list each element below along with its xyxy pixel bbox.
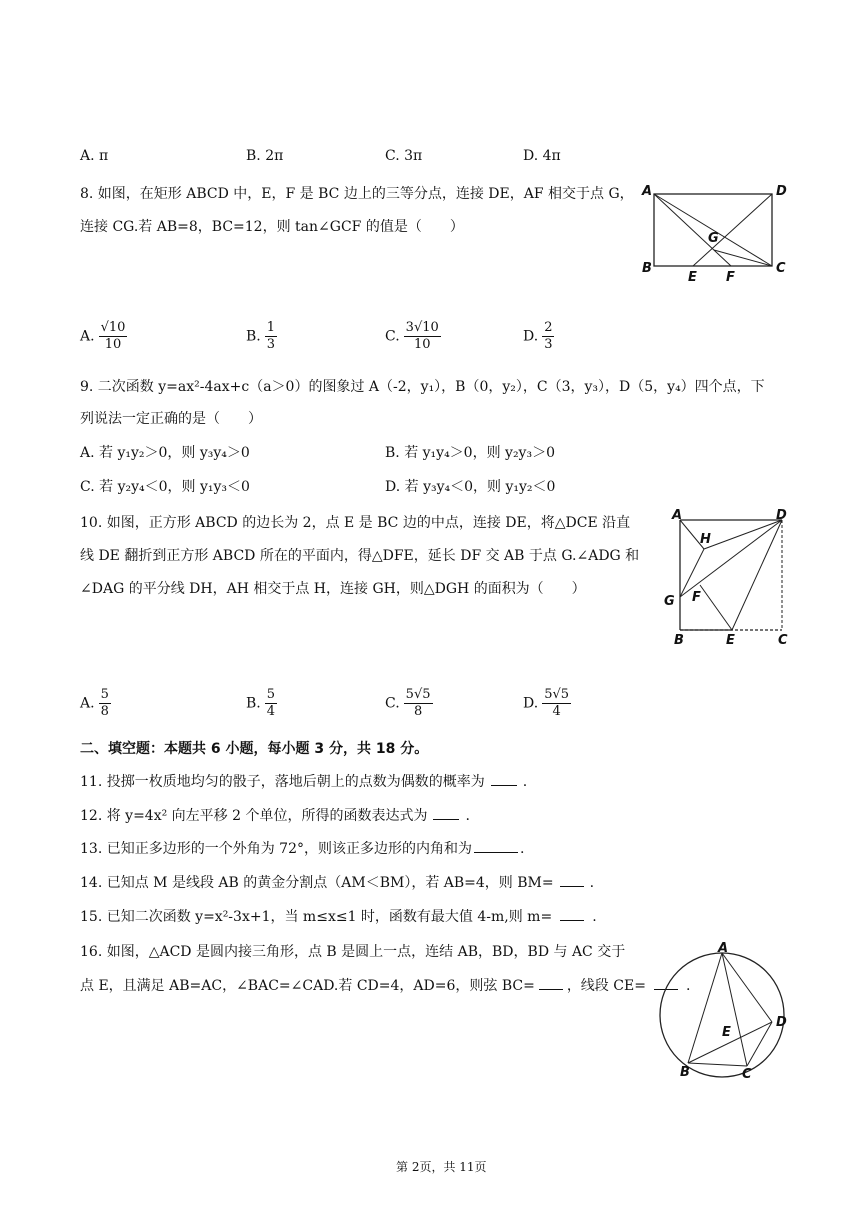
q10-stem-line1: 10. 如图，正方形 ABCD 的边长为 2，点 E 是 BC 边的中点，连接 DE，将△DCE 沿直	[80, 515, 631, 531]
q16-label-e: E	[722, 1025, 731, 1040]
q10-stem-line3: ∠DAG 的平分线 DH，AH 相交于点 H，连接 GH，则△DGH 的面积为（ ）	[80, 581, 586, 597]
q7-option-a: A. π	[80, 148, 109, 164]
q7-option-b: B. 2π	[246, 148, 284, 164]
q10-option-c: C. $\frac{5√5}{8}$	[385, 687, 431, 719]
q14-answer-blank[interactable]	[560, 872, 584, 887]
q9-option-a: A. 若 y₁y₂＞0，则 y₃y₄＞0	[80, 445, 250, 461]
q10-label-c: C	[778, 633, 788, 648]
q9-option-c: C. 若 y₂y₄＜0，则 y₁y₃＜0	[80, 479, 250, 495]
q16-label-c: C	[742, 1067, 752, 1082]
q15-answer-blank[interactable]	[560, 906, 584, 921]
q8-option-b: B. $\frac{1}{3}$	[246, 320, 276, 352]
q9-stem-line2: 列说法一定正确的是（ ）	[80, 411, 262, 427]
q16-label-b: B	[680, 1065, 690, 1080]
q10-label-a: A	[672, 508, 683, 523]
section-heading: 二、填空题：本题共 6 小题，每小题 3 分，共 18 分。	[80, 741, 429, 757]
q8-option-a: A. $\frac{√10}{10}$	[80, 320, 126, 352]
q16-stem-line2: 点 E，且满足 AB=AC，∠BAC=∠CAD.若 CD=4，AD=6，则弦 BC= ，线段 CE= .	[80, 975, 690, 995]
q8-option-c: C. $\frac{3√10}{10}$	[385, 320, 439, 352]
q7-option-c: C. 3π	[385, 148, 423, 164]
q16-bc-answer-blank[interactable]	[539, 975, 563, 990]
page-footer: 第 2页，共 11页	[396, 1160, 487, 1174]
q10-label-h: H	[700, 532, 711, 547]
q16-label-a: A	[718, 941, 729, 956]
q11-stem: 11. 投掷一枚质地均匀的骰子，落地后朝上的点数为偶数的概率为 .	[80, 771, 527, 791]
q8-stem-line1: 8. 如图，在矩形 ABCD 中，E，F 是 BC 边上的三等分点，连接 DE，AF 相交于点 G，	[80, 186, 634, 202]
q8-label-b: B	[642, 261, 652, 276]
q10-option-b: B. $\frac{5}{4}$	[246, 687, 276, 719]
q8-option-d: D. $\frac{2}{3}$	[523, 320, 553, 352]
q10-label-g: G	[664, 594, 675, 609]
q10-option-a: A. $\frac{5}{8}$	[80, 687, 109, 719]
q11-answer-blank[interactable]	[491, 771, 517, 786]
q13-answer-blank[interactable]	[474, 838, 518, 853]
q10-label-e: E	[726, 633, 735, 648]
q9-option-b: B. 若 y₁y₄＞0，则 y₂y₃＞0	[385, 445, 555, 461]
q9-stem-line1: 9. 二次函数 y=ax²-4ax+c（a＞0）的图象过 A（-2，y₁），B（0，y₂），C（3，y₃），D（5，y₄）四个点，下	[80, 379, 765, 395]
q8-figure	[636, 180, 796, 286]
q10-figure	[660, 505, 800, 650]
q8-label-f: F	[726, 270, 735, 285]
q9-option-d: D. 若 y₃y₄＜0，则 y₁y₂＜0	[385, 479, 556, 495]
q10-stem-line2: 线 DE 翻折到正方形 ABCD 所在的平面内，得△DFE，延长 DF 交 AB 于点 G.∠ADG 和	[80, 548, 640, 564]
q10-label-b: B	[674, 633, 684, 648]
q15-stem: 15. 已知二次函数 y=x²-3x+1，当 m≤x≤1 时，函数有最大值 4-m,则 m= .	[80, 906, 597, 926]
q16-figure	[650, 940, 795, 1085]
q10-option-d: D. $\frac{5√5}{4}$	[523, 687, 570, 719]
q8-label-d: D	[776, 184, 787, 199]
q7-option-d: D. 4π	[523, 148, 561, 164]
q10-label-f: F	[692, 590, 701, 605]
q13-stem: 13. 已知正多边形的一个外角为 72°，则该正多边形的内角和为 .	[80, 838, 524, 858]
q16-label-d: D	[776, 1015, 787, 1030]
q10-label-d: D	[776, 508, 787, 523]
q8-label-a: A	[642, 184, 653, 199]
q12-answer-blank[interactable]	[433, 805, 459, 820]
q8-label-g: G	[708, 231, 719, 246]
q14-stem: 14. 已知点 M 是线段 AB 的黄金分割点（AM＜BM），若 AB=4，则 BM= .	[80, 872, 594, 892]
q12-stem: 12. 将 y=4x² 向左平移 2 个单位，所得的函数表达式为 .	[80, 805, 470, 825]
q8-stem-line2: 连接 CG.若 AB=8，BC=12，则 tan∠GCF 的值是（ ）	[80, 219, 464, 235]
q16-stem-line1: 16. 如图，△ACD 是圆内接三角形，点 B 是圆上一点，连结 AB，BD，BD 与 AC 交于	[80, 944, 626, 960]
q8-label-c: C	[776, 261, 786, 276]
q8-label-e: E	[688, 270, 697, 285]
